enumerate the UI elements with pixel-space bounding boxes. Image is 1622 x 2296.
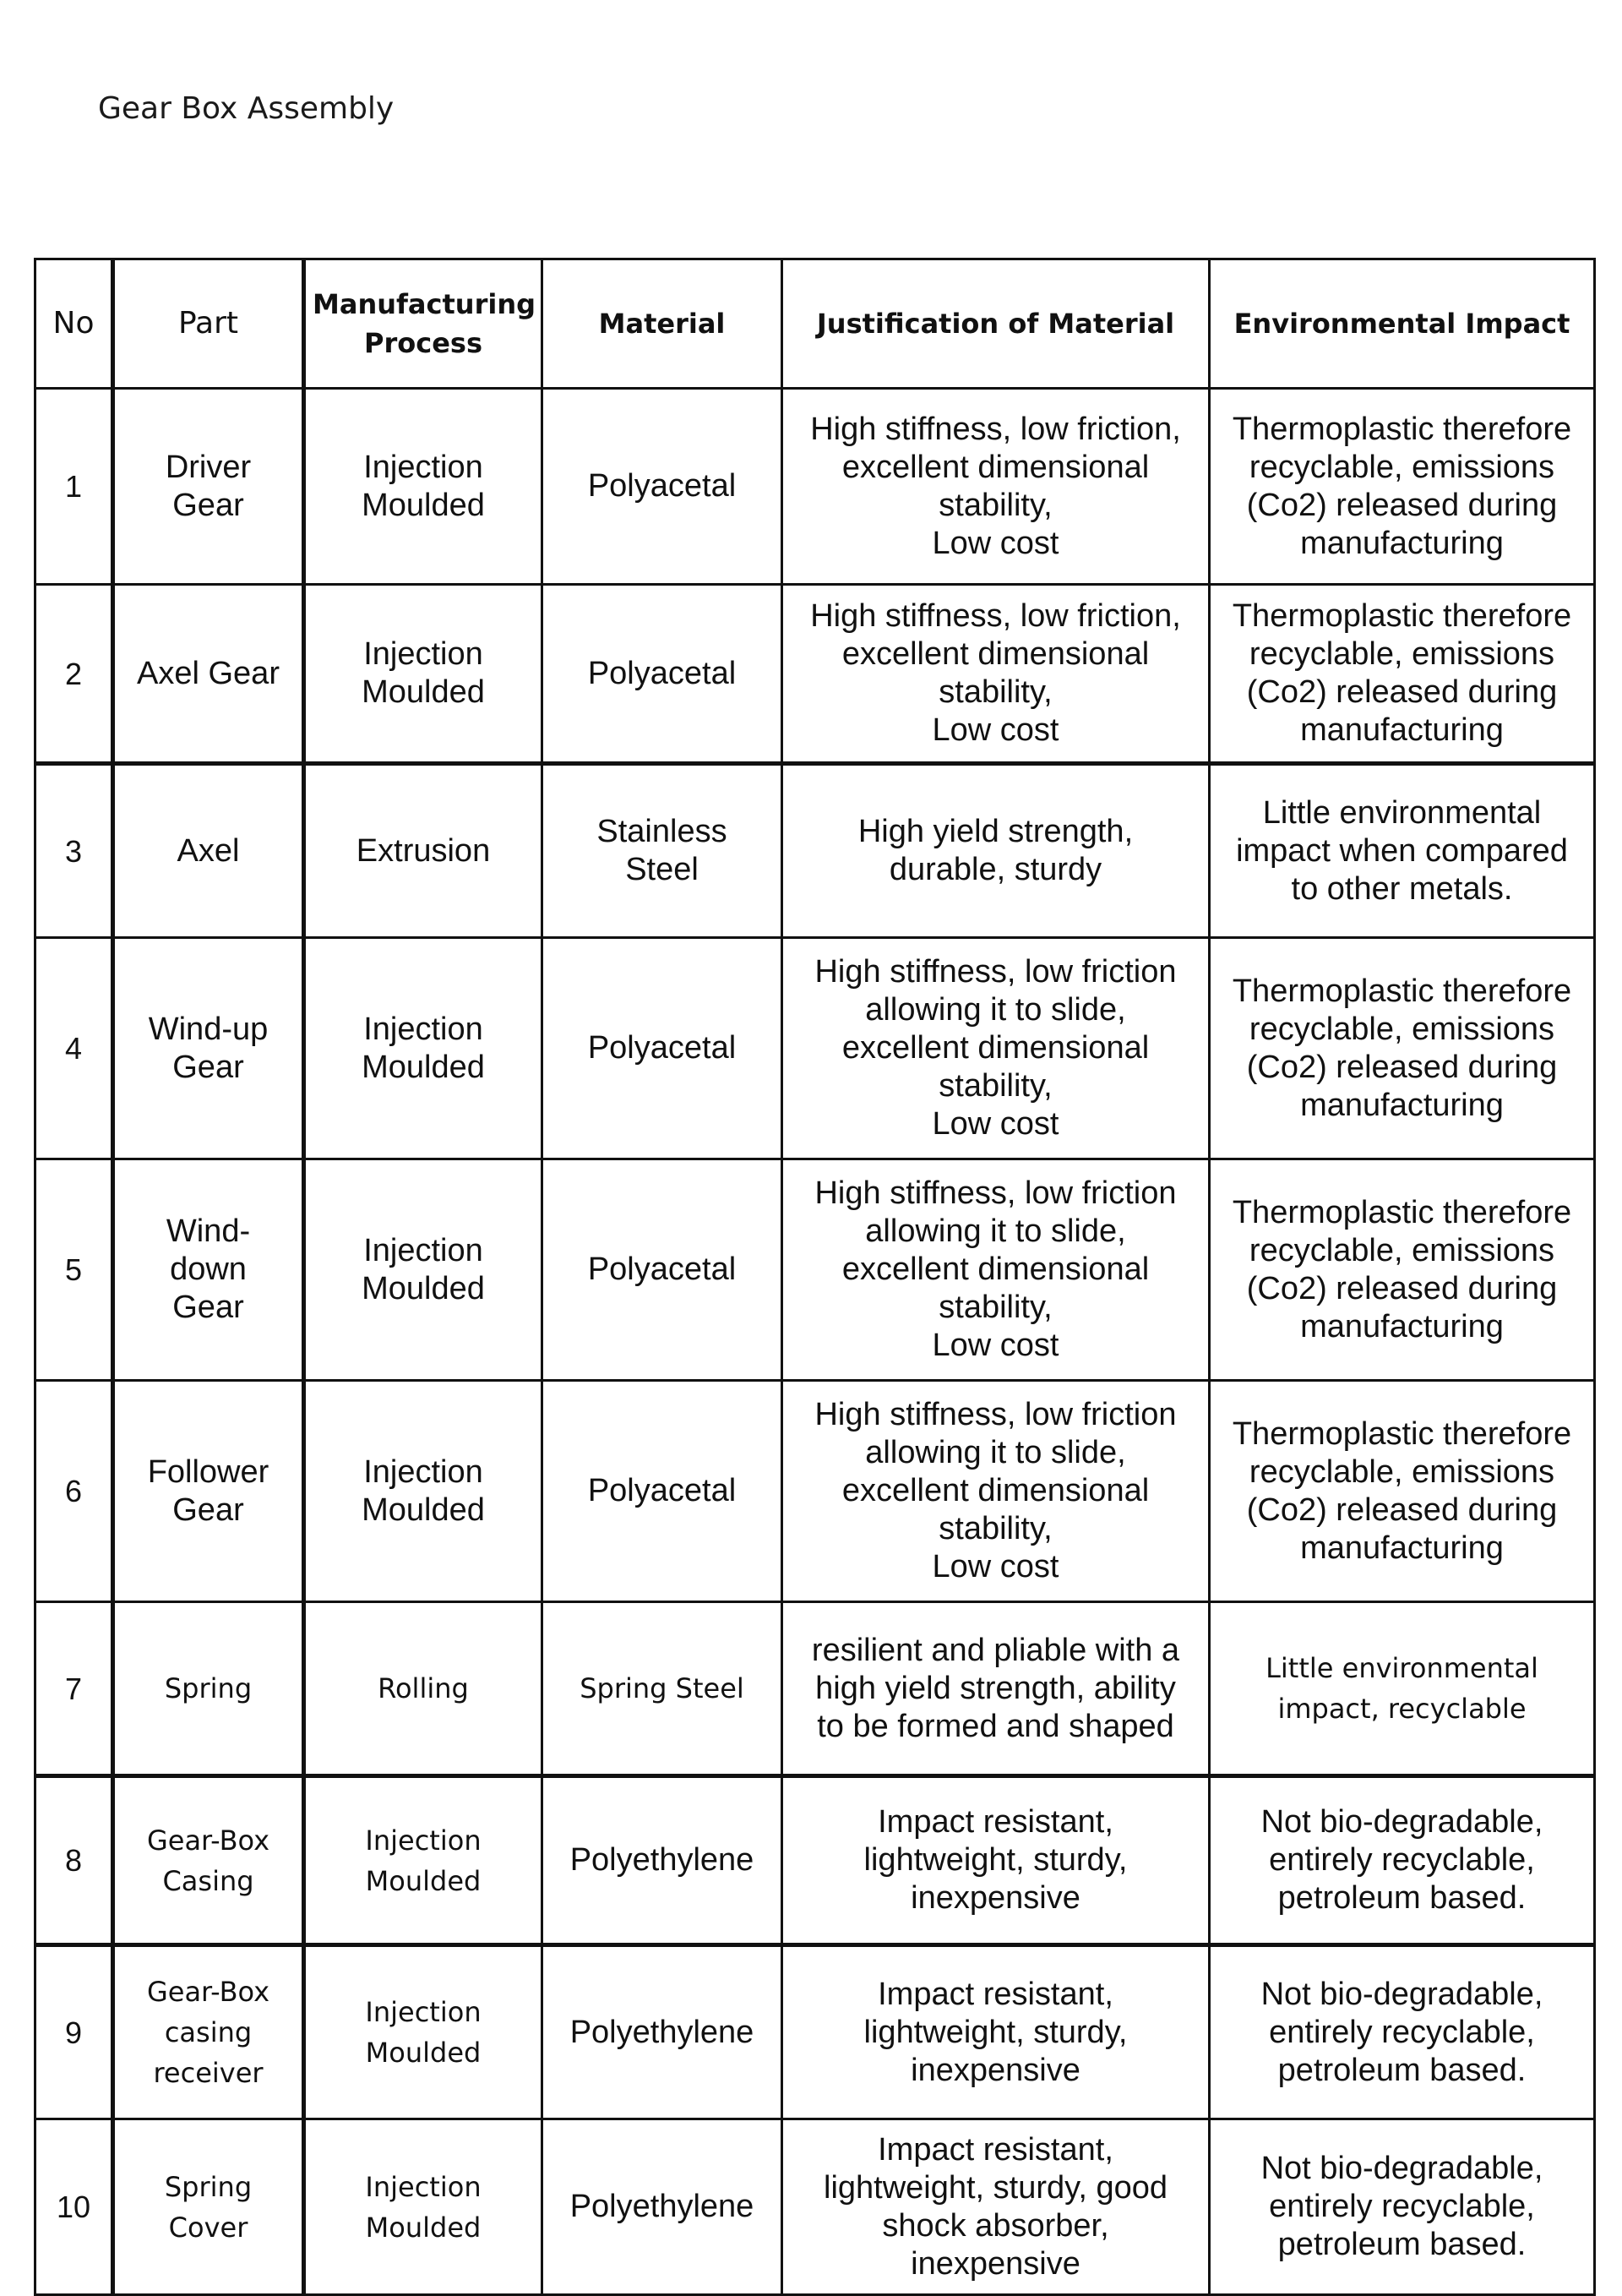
cell-no: 2 <box>35 585 113 764</box>
cell-no: 9 <box>35 1945 113 2119</box>
table-row <box>35 2119 1595 2295</box>
cell-impact: Not bio-degradable, entirely recyclable, petroleum based. <box>1210 1776 1595 1945</box>
cell-process: Injection Moulded <box>304 1381 542 1602</box>
document-title: Gear Box Assembly <box>98 91 395 126</box>
cell-part: Axel <box>113 764 304 938</box>
table-row <box>35 1945 1595 2119</box>
table-row <box>35 1159 1595 1381</box>
cell-no: 8 <box>35 1776 113 1945</box>
cell-material: Polyacetal <box>542 938 782 1159</box>
cell-material: Polyacetal <box>542 1381 782 1602</box>
cell-justification: High stiffness, low friction, excellent dimensional stability, Low cost <box>782 389 1210 585</box>
cell-process: Extrusion <box>304 764 542 938</box>
cell-justification: High stiffness, low friction allowing it to slide, excellent dimensional stability, Low cost <box>782 1381 1210 1602</box>
cell-no: 4 <box>35 938 113 1159</box>
cell-part: Axel Gear <box>113 585 304 764</box>
cell-material: Spring Steel <box>542 1602 782 1776</box>
table-row <box>35 1381 1595 1602</box>
table-row <box>35 1602 1595 1776</box>
cell-justification: Impact resistant, lightweight, sturdy, inexpensive <box>782 1945 1210 2119</box>
cell-process: Injection Moulded <box>304 1945 542 2119</box>
cell-impact: Thermoplastic therefore recyclable, emissions (Co2) released during manufacturing <box>1210 389 1595 585</box>
header-no: No <box>35 259 113 389</box>
cell-process: Injection Moulded <box>304 389 542 585</box>
cell-part: Follower Gear <box>113 1381 304 1602</box>
cell-impact: Little environmental impact when compared to other metals. <box>1210 764 1595 938</box>
cell-material: Polyethylene <box>542 2119 782 2295</box>
cell-material: Polyethylene <box>542 1776 782 1945</box>
cell-process: Rolling <box>304 1602 542 1776</box>
cell-no: 5 <box>35 1159 113 1381</box>
cell-process: Injection Moulded <box>304 585 542 764</box>
parts-table <box>34 258 1596 2296</box>
cell-material: Stainless Steel <box>542 764 782 938</box>
cell-part: Driver Gear <box>113 389 304 585</box>
header-impact: Environmental Impact <box>1210 259 1595 389</box>
header-process: Manufacturing Process <box>304 259 542 389</box>
cell-process: Injection Moulded <box>304 2119 542 2295</box>
cell-no: 7 <box>35 1602 113 1776</box>
cell-part: Wind- down Gear <box>113 1159 304 1381</box>
header-material: Material <box>542 259 782 389</box>
cell-no: 6 <box>35 1381 113 1602</box>
cell-process: Injection Moulded <box>304 1159 542 1381</box>
cell-justification: Impact resistant, lightweight, sturdy, good shock absorber, inexpensive <box>782 2119 1210 2295</box>
cell-justification: Impact resistant, lightweight, sturdy, inexpensive <box>782 1776 1210 1945</box>
table-row <box>35 764 1595 938</box>
cell-process: Injection Moulded <box>304 1776 542 1945</box>
cell-material: Polyacetal <box>542 1159 782 1381</box>
cell-impact: Thermoplastic therefore recyclable, emissions (Co2) released during manufacturing <box>1210 1159 1595 1381</box>
cell-impact: Thermoplastic therefore recyclable, emissions (Co2) released during manufacturing <box>1210 1381 1595 1602</box>
table-header-row <box>35 259 1595 389</box>
cell-material: Polyacetal <box>542 585 782 764</box>
cell-justification: High stiffness, low friction allowing it to slide, excellent dimensional stability, Low cost <box>782 1159 1210 1381</box>
cell-material: Polyacetal <box>542 389 782 585</box>
table-row <box>35 938 1595 1159</box>
cell-impact: Thermoplastic therefore recyclable, emissions (Co2) released during manufacturing <box>1210 585 1595 764</box>
cell-part: Spring Cover <box>113 2119 304 2295</box>
cell-part: Spring <box>113 1602 304 1776</box>
cell-part: Wind-up Gear <box>113 938 304 1159</box>
cell-impact: Thermoplastic therefore recyclable, emissions (Co2) released during manufacturing <box>1210 938 1595 1159</box>
table-row <box>35 1776 1595 1945</box>
cell-impact: Little environmental impact, recyclable <box>1210 1602 1595 1776</box>
cell-justification: resilient and pliable with a high yield strength, ability to be formed and shaped <box>782 1602 1210 1776</box>
cell-part: Gear-Box casing receiver <box>113 1945 304 2119</box>
header-justification: Justification of Material <box>782 259 1210 389</box>
table-row <box>35 585 1595 764</box>
cell-no: 10 <box>35 2119 113 2295</box>
cell-process: Injection Moulded <box>304 938 542 1159</box>
cell-impact: Not bio-degradable, entirely recyclable, petroleum based. <box>1210 1945 1595 2119</box>
cell-justification: High stiffness, low friction, excellent dimensional stability, Low cost <box>782 585 1210 764</box>
header-part: Part <box>113 259 304 389</box>
cell-no: 3 <box>35 764 113 938</box>
cell-part: Gear-Box Casing <box>113 1776 304 1945</box>
cell-impact: Not bio-degradable, entirely recyclable, petroleum based. <box>1210 2119 1595 2295</box>
cell-material: Polyethylene <box>542 1945 782 2119</box>
cell-no: 1 <box>35 389 113 585</box>
cell-justification: High yield strength, durable, sturdy <box>782 764 1210 938</box>
table-row <box>35 389 1595 585</box>
cell-justification: High stiffness, low friction allowing it to slide, excellent dimensional stability, Low cost <box>782 938 1210 1159</box>
